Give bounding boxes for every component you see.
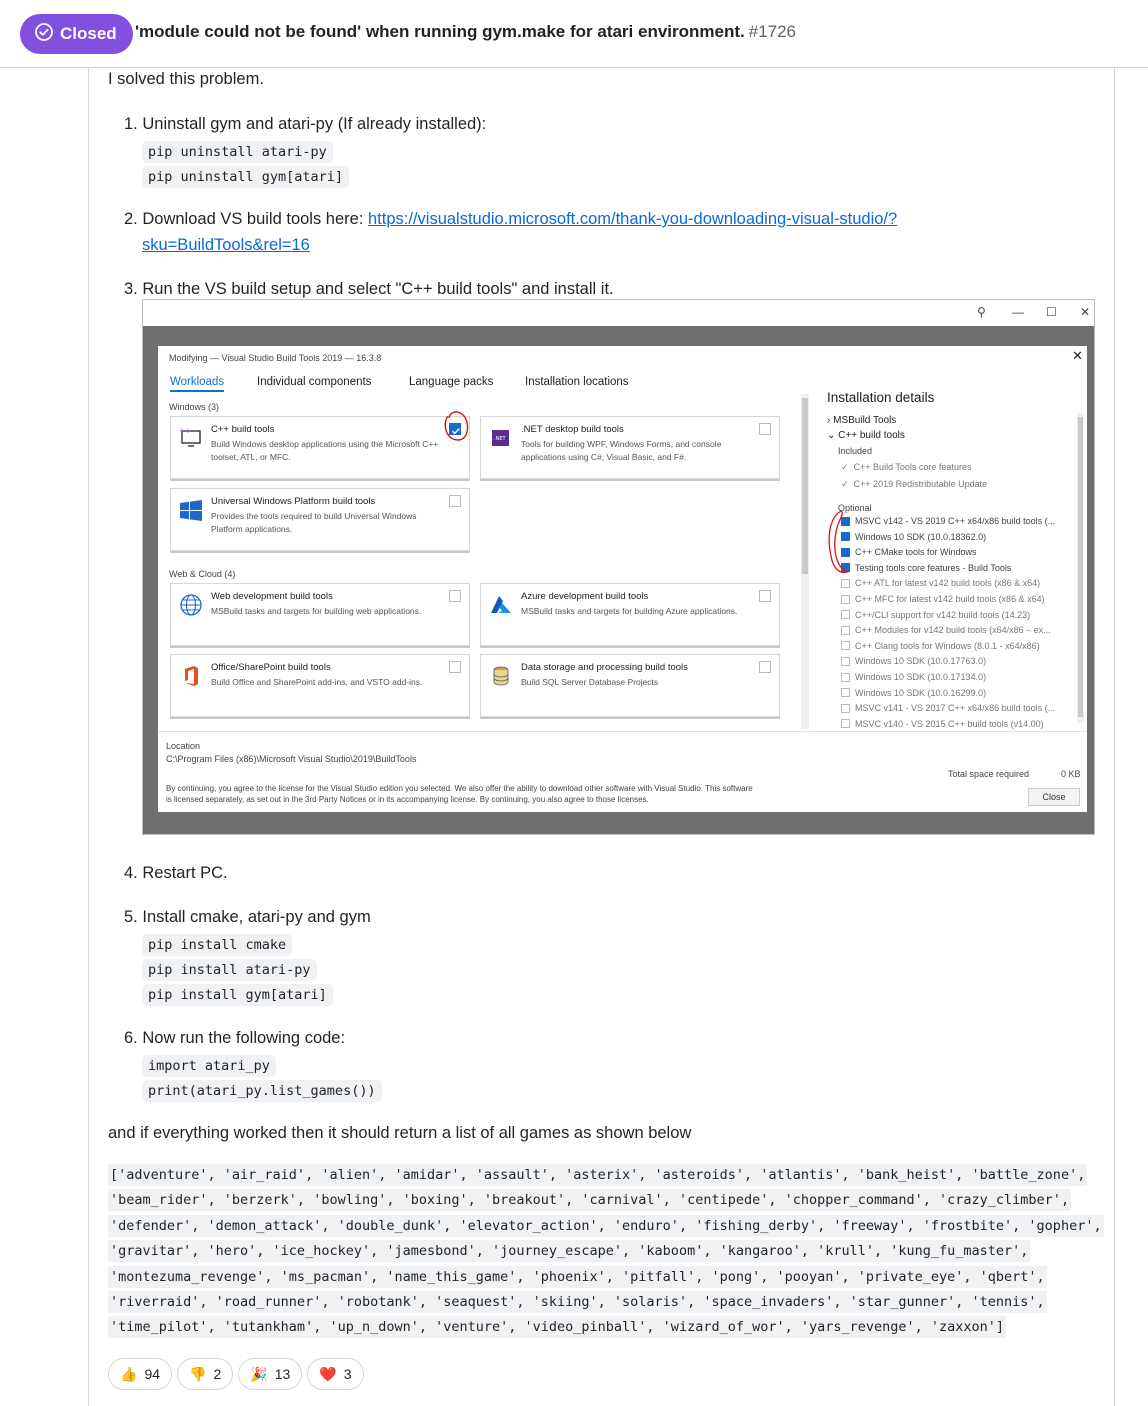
checkbox-icon [841, 579, 850, 588]
workloads-scrollbar [801, 394, 809, 729]
comment-intro: I solved this problem. [108, 70, 264, 88]
optional-item-label: MSVC v141 - VS 2017 C++ x64/x86 build tools (... [855, 703, 1056, 714]
card-desc: Provides the tools required to build Universal Windows Platform applications. [211, 511, 417, 534]
database-icon [489, 665, 513, 687]
scrollbar-thumb [1078, 417, 1083, 717]
card-name: Azure development build tools [521, 591, 649, 602]
checkbox-icon [841, 641, 850, 650]
optional-item [841, 516, 1055, 526]
tab-workloads: Workloads [170, 376, 224, 392]
optional-item-label: C++ Modules for v142 build tools (x64/x86 – ex... [855, 625, 1051, 636]
optional-item [841, 532, 986, 542]
check-circle-icon [34, 22, 54, 47]
azure-icon [489, 594, 513, 616]
optional-item-label: C++ Clang tools for Windows (8.0.1 - x64/x86) [855, 640, 1040, 651]
thumbs-up-icon: 👍 [120, 1365, 138, 1382]
step-4 [124, 864, 228, 883]
svg-text:.NET: .NET [494, 436, 506, 442]
optional-item-label: Windows 10 SDK (10.0.17134.0) [855, 672, 987, 682]
details-msbuild: › MSBuild Tools [827, 415, 897, 426]
code-line: pip install cmake [142, 934, 292, 956]
games-line: 'riverraid', 'road_runner', 'robotank', 'seaquest', 'skiing', 'solaris', 'space_invaders', 'star_gunner', 'tennis', [108, 1291, 1047, 1313]
step-1 [124, 115, 486, 134]
optional-item [841, 641, 1040, 651]
globe-icon [179, 594, 203, 616]
close-icon: ✕ [1080, 305, 1091, 319]
card-name: Web development build tools [211, 591, 333, 602]
vs-installer-screenshot[interactable] [142, 299, 1095, 835]
step-text: Now run the following code: [142, 1029, 346, 1047]
games-line: ['adventure', 'air_raid', 'alien', 'amidar', 'assault', 'asterix', 'asteroids', 'atlantis', 'bank_heist', 'battle_zone', [108, 1164, 1087, 1186]
footer-divider [158, 731, 1087, 732]
card-checkbox [449, 661, 461, 673]
thumbs-down-icon: 👎 [189, 1365, 207, 1382]
optional-item-label: Windows 10 SDK (10.0.17763.0) [855, 656, 987, 667]
checkbox-icon [841, 657, 850, 666]
license-line-1: By continuing, you agree to the license for the Visual Studio edition you selected. We also offer the ability to download other software with Visual Studio. This software [166, 784, 753, 793]
code-line: pip install gym[atari] [142, 984, 333, 1006]
checkbox-icon [841, 704, 850, 713]
reaction-count: 2 [213, 1366, 222, 1382]
svg-text:++: ++ [179, 427, 191, 435]
step-text: Restart PC. [142, 864, 228, 882]
vs-installer-dialog [158, 346, 1087, 812]
reaction-count: 3 [343, 1366, 352, 1382]
minimize-icon: — [1012, 305, 1024, 319]
windows-logo-icon [179, 499, 203, 521]
reaction-hooray[interactable] [238, 1358, 302, 1390]
optional-item [841, 625, 1051, 635]
checkbox-icon [841, 673, 850, 682]
code-line: pip uninstall gym[atari] [142, 166, 349, 188]
details-cpp: ⌄ C++ build tools [827, 430, 905, 441]
workload-card-web [170, 583, 470, 646]
heart-icon: ❤️ [319, 1365, 337, 1382]
checkbox-icon [841, 719, 850, 728]
optional-item-label: C++ ATL for latest v142 build tools (x86 & x64) [855, 578, 1041, 589]
card-checkbox [449, 495, 461, 507]
step-2 [124, 210, 897, 229]
card-desc: Build SQL Server Database Projects [521, 677, 659, 687]
optional-item [841, 672, 986, 682]
license-line-2: is licensed separately, as set out in the 3rd Party Notices or in its accompanying license. By continuing, you also agree to those licenses. [166, 795, 649, 804]
code-line: pip install atari-py [142, 959, 317, 981]
dialog-close-icon: ✕ [1072, 348, 1083, 363]
installation-details-panel [813, 386, 1084, 731]
step-number: 6. [124, 1029, 138, 1047]
card-name: C++ build tools [211, 424, 275, 435]
card-desc: Tools for building WPF, Windows Forms, and console applications using C#, Visual Basic, and F#. [521, 439, 722, 462]
optional-item-label: C++ CMake tools for Windows [855, 547, 977, 558]
checkbox-icon [841, 688, 850, 697]
optional-item-label: Windows 10 SDK (10.0.18362.0) [855, 531, 987, 542]
optional-item-label: C++/CLI support for v142 build tools (14.23) [855, 609, 1031, 620]
step-text: Install cmake, atari-py and gym [142, 908, 371, 926]
checkbox-icon [841, 610, 850, 619]
tab-language-packs: Language packs [409, 376, 494, 388]
tab-installation-locations: Installation locations [525, 376, 629, 388]
details-scrollbar [1077, 413, 1084, 723]
card-name: Universal Windows Platform build tools [211, 496, 376, 507]
reaction-count: 13 [274, 1366, 291, 1382]
step-text: Uninstall gym and atari-py (If already installed): [142, 115, 487, 133]
step-text: Download VS build tools here: [142, 210, 368, 228]
workload-card-data [480, 654, 780, 717]
card-desc: Build Windows desktop applications using the Microsoft C++ toolset, ATL, or MFC. [211, 439, 439, 462]
card-desc: MSBuild tasks and targets for building web applications. [211, 606, 422, 616]
step-number: 3. [124, 280, 138, 298]
vs-window-title: Modifying — Visual Studio Build Tools 2019 — 16.3.8 [169, 353, 382, 363]
code-line: pip uninstall atari-py [142, 141, 333, 163]
card-desc: Build Office and SharePoint add-ins, and VSTO add-ins. [211, 677, 423, 687]
issue-title [135, 22, 796, 42]
card-checkbox [759, 661, 771, 673]
optional-item [841, 578, 1040, 588]
optional-item-label: MSVC v140 - VS 2015 C++ build tools (v14.00) [855, 718, 1044, 729]
workload-card-office [170, 654, 470, 717]
scrollbar-thumb [802, 398, 808, 574]
optional-item [841, 547, 977, 557]
step-3 [124, 280, 614, 299]
included-item: ✓ C++ Build Tools core features [841, 462, 972, 472]
reaction-thumbs-up[interactable] [108, 1358, 172, 1390]
vs-build-tools-link[interactable]: https://visualstudio.microsoft.com/thank-you-downloading-visual-studio/? [368, 210, 898, 228]
included-label: Included [838, 446, 873, 456]
workload-card-dotnet [480, 416, 780, 479]
step-6 [124, 1029, 345, 1048]
window-titlebar [143, 300, 1094, 326]
optional-item-label: Testing tools core features - Build Tools [855, 562, 1012, 573]
optional-item-label: Windows 10 SDK (10.0.16299.0) [855, 687, 987, 698]
games-line: 'defender', 'demon_attack', 'double_dunk', 'elevator_action', 'enduro', 'fishing_derby', 'freeway', 'frostbite', 'gopher', [108, 1215, 1104, 1237]
games-line: 'time_pilot', 'tutankham', 'up_n_down', 'venture', 'video_pinball', 'wizard_of_wor', 'yars_revenge', 'zaxxon'] [108, 1316, 1006, 1338]
red-annotation-circle [438, 406, 478, 446]
optional-item [841, 656, 986, 666]
reaction-thumbs-down[interactable] [177, 1358, 233, 1390]
card-checkbox [759, 590, 771, 602]
tab-individual-components: Individual components [257, 376, 372, 388]
card-desc: MSBuild tasks and targets for building Azure applications. [521, 606, 738, 616]
issue-title-text: 'module could not be found' when running gym.make for atari environment. [135, 22, 745, 41]
step-text: Run the VS build setup and select "C++ build tools" and install it. [142, 280, 614, 298]
reaction-heart[interactable] [307, 1358, 363, 1390]
comment-outro: and if everything worked then it should return a list of all games as shown below [108, 1124, 692, 1142]
step-number: 4. [124, 864, 138, 882]
games-line: 'beam_rider', 'berzerk', 'bowling', 'boxing', 'breakout', 'carnival', 'centipede', 'chopper_command', 'crazy_climber', [108, 1189, 1071, 1211]
optional-item [841, 703, 1055, 713]
pin-icon: ⚲ [977, 305, 986, 319]
optional-item-label: MSVC v142 - VS 2019 C++ x64/x86 build tools (... [855, 516, 1056, 526]
issue-state-badge [20, 14, 133, 54]
step-2-link-cont [142, 236, 310, 255]
total-space-label: Total space required [948, 769, 1030, 779]
card-checkbox [449, 590, 461, 602]
workload-card-azure [480, 583, 780, 646]
optional-label: Optional [838, 503, 872, 513]
issue-state-label: Closed [60, 24, 117, 43]
code-line: import atari_py [142, 1055, 276, 1077]
checkbox-icon [841, 626, 850, 635]
games-line: 'montezuma_revenge', 'ms_pacman', 'name_this_game', 'phoenix', 'pitfall', 'pong', 'pooyan', 'private_eye', 'qbert', [108, 1266, 1047, 1288]
maximize-icon: ☐ [1046, 305, 1057, 319]
step-number: 2. [124, 210, 138, 228]
cpp-build-tools-icon [179, 427, 203, 449]
red-annotation-bracket [823, 508, 853, 578]
reaction-count: 94 [144, 1366, 161, 1382]
location-path: C:\Program Files (x86)\Microsoft Visual Studio\2019\BuildTools [166, 754, 417, 764]
checkbox-icon [841, 595, 850, 604]
games-list-output [108, 1166, 1108, 1344]
card-name: Data storage and processing build tools [521, 662, 688, 673]
included-item: ✓ C++ 2019 Redistributable Update [841, 479, 988, 489]
section-web-cloud: Web & Cloud (4) [169, 569, 236, 579]
card-checkbox [759, 423, 771, 435]
optional-item [841, 610, 1030, 620]
vs-close-button: Close [1028, 788, 1080, 806]
issue-number: #1726 [748, 22, 797, 41]
optional-item [841, 719, 1044, 729]
step-number: 1. [124, 115, 138, 133]
games-line: 'gravitar', 'hero', 'ice_hockey', 'jamesbond', 'journey_escape', 'kaboom', 'kangaroo', 'krull', 'kung_fu_master', [108, 1240, 1030, 1262]
issue-header [0, 0, 1148, 68]
optional-item-label: C++ MFC for latest v142 build tools (x86 & x64) [855, 594, 1045, 604]
card-name: .NET desktop build tools [521, 424, 624, 435]
optional-item [841, 688, 986, 698]
details-title: Installation details [827, 390, 935, 405]
optional-item [841, 563, 1011, 573]
step-5 [124, 908, 371, 927]
section-windows: Windows (3) [169, 402, 220, 412]
dotnet-icon [489, 427, 513, 449]
vs-build-tools-link-cont[interactable]: sku=BuildTools&rel=16 [142, 236, 310, 254]
office-icon [179, 665, 203, 687]
optional-item [841, 594, 1045, 604]
party-popper-icon: 🎉 [250, 1365, 268, 1382]
step-number: 5. [124, 908, 138, 926]
total-space-value: 0 KB [1061, 769, 1081, 779]
workload-card-cpp [170, 416, 470, 479]
location-label: Location [166, 741, 201, 751]
workload-card-uwp [170, 488, 470, 551]
code-line: print(atari_py.list_games()) [142, 1080, 382, 1102]
card-name: Office/SharePoint build tools [211, 662, 331, 673]
reactions-bar [108, 1358, 364, 1390]
